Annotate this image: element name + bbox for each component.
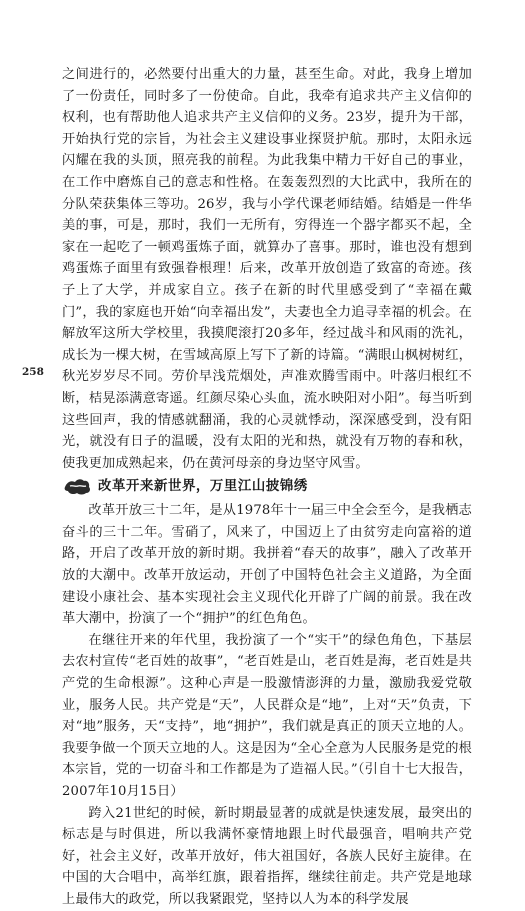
paragraph: 跨入21世纪的时候，新时期最显著的成就是快速发展，最突出的标志是与时俱进，所以我满怀豪情地跟上时代最强音，唱响共产党好，社会主义好，改革开放好，伟大祖国好，各族人民好主旋律。在中国的大合唱中，高举红旗，跟着指挥，继续往前走。共产党是地球上最伟大的政党，所以我紧跟党，坚持以人为本的科学发展 [62, 805, 472, 907]
ornament-icon [64, 478, 92, 496]
page-number: 258 [22, 366, 44, 378]
section-heading-text: 改革开来新世界，万里江山披锦绣 [98, 478, 308, 495]
paragraph: 在继往开来的年代里，我扮演了一个“实干”的绿色角色，下基层去农村宣传“老百姓的故事”，“老百姓是山，老百姓是海，老百姓是共产党的生命根源”。这种心声是一股激情澎湃的力量，激励我爱党敬业，服务人民。共产党是“天”，人民群众是“地”，上对“天”负责，下对“地”服务，天“支持”，地“拥护”，我们就是真正的顶天立地的人。我要争做一个顶天立地的人。这是因为“全心全意为人民服务是党的根本宗旨，党的一切奋斗和工作都是为了造福人民。”（引自十七大报告，2007年10月15日） [62, 632, 472, 799]
section-heading [62, 475, 472, 497]
paragraph: 之间进行的，必然要付出重大的力量，甚至生命。对此，我身上增加了一份责任，同时多了一份使命。自此，我牵有追求共产主义信仰的权利，也有帮助他人追求共产主义信仰的义务。23岁，提升为干部，开始执行党的宗旨，为社会主义建设事业探贤护航。那时，太阳永远闪耀在我的头顶，照亮我的前程。为此我集中精力干好自己的事业，在工作中磨炼自己的意志和性格。在轰轰烈烈的大比武中，我所在的分队荣获集体三等功。26岁，我与小学代课老师结婚。结婚是一件华美的事，可是，那时，我们一无所有，穷得连一个器字都买不起，全家在一起吃了一顿鸡蛋炼子面，就算办了喜事。那时，谁也没有想到鸡蛋炼子面里有致强眷根理！后来，改革开放创造了致富的奇迹。孩子上了大学，并成家自立。孩子在新的时代里感受到了“幸福在戴门”，我的家庭也开始“向幸福出发”，夫妻也全力追寻幸福的机会。在解放军这所大学校里，我摸爬滚打20多年，经过战斗和风雨的洗礼，成长为一棵大树，在雪域高原上写下了新的诗篇。“满眼山枫树树红，秋光岁岁尽不同。劳价早浅荒烟处，声准欢腾雪雨中。叶落归根红不断，桔晃添满意寄遥。红颜尽染心头血，流水映阳对小阳”。每当听到这些回声，我的情感就翻涌，我的心灵就悸动，深深感受到，没有阳光，就没有日子的温暖，没有太阳的光和热，就没有万物的春和秋，使我更加成熟起来，仍在黄河母亲的身边坚守风雪。 [62, 67, 472, 471]
body-text [62, 64, 472, 911]
paragraph: 改革开放三十二年，是从1978年十一届三中全会至今，是我栖志奋斗的三十二年。雪硝了，风来了，中国迈上了由贫穷走向富裕的道路，开启了改革开放的新时期。我拼着“春天的故事”，融入了改革开放的大潮中。改革开放运动，开创了中国特色社会主义道路，为全面建设小康社会、基本实现社会主义现代化开辟了广阔的前景。我在改革大潮中，扮演了一个“拥护”的红色角色。 [62, 503, 472, 627]
